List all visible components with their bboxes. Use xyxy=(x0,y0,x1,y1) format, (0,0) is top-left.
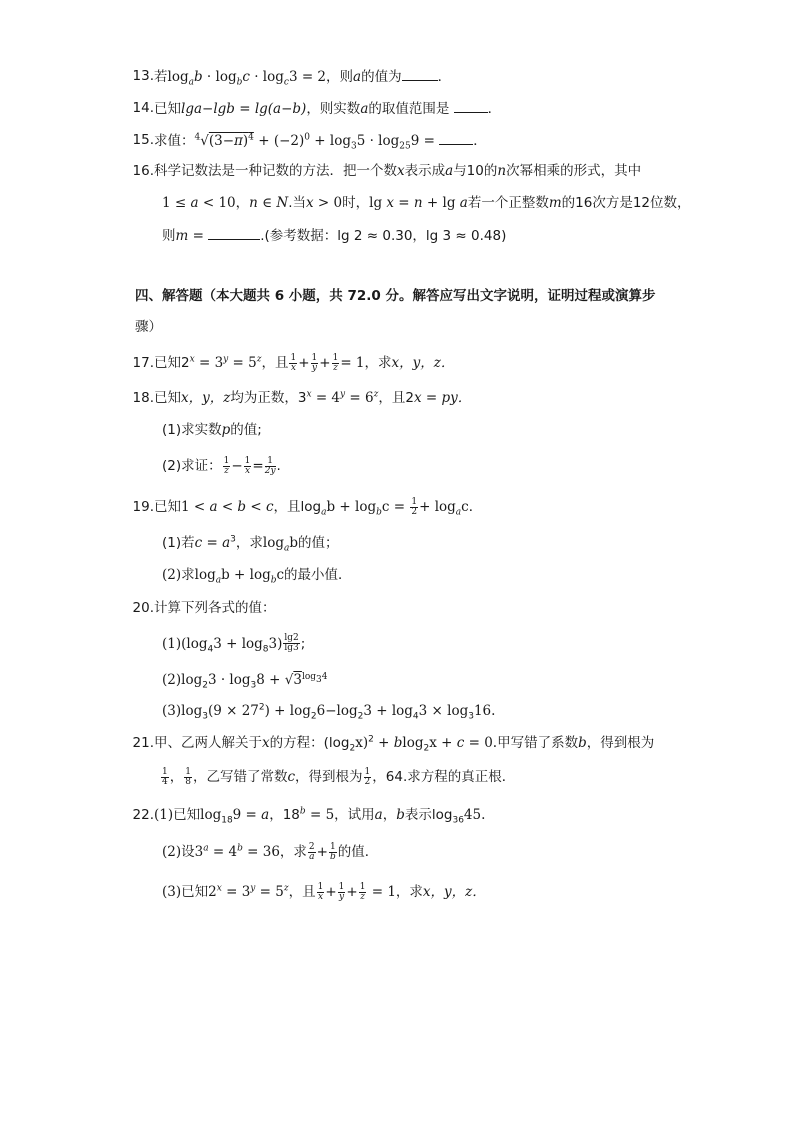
answer-blank[interactable] xyxy=(402,66,438,81)
problem-22-part2: (2)设$3^a = 4^b = 36$，求 $\frac{2}{a}$ + $\frac{1}{b}$ 的值． xyxy=(162,841,379,862)
problem-16-line2: 1 ≤ a < 10，n ∈ N.当x > 0时，lg x = n + lg a若一个正整数m的16次方是12位数， xyxy=(162,195,691,211)
answer-blank[interactable] xyxy=(439,130,473,145)
problem-19-part1: (1)若$c = a^3$，求$\log_ab$的值； xyxy=(162,534,339,554)
problem-20-part1: $(1)(\log_43 + \log_83)$ $\frac{\lg 2}{\lg 3}$ ; xyxy=(162,633,306,655)
problem-18-part2: (2)求证： $\frac{1}{z}$ − $\frac{1}{x}$ = $\frac{1}{2y}$ . xyxy=(162,455,281,476)
problem-20-part2: $(2)\log_23 \cdot \log_38 + √3^{log_34}$ xyxy=(162,671,328,691)
answer-blank[interactable] xyxy=(454,98,488,113)
problem-16-line3: 则m = .(参考数据：lg 2 ≈ 0.30，lg 3 ≈ 0.48) xyxy=(162,225,506,246)
problem-21-line2: $\frac{1}{4}$ ， $\frac{1}{8}$ ，乙写错了常数c，得到根为 $\frac{1}{2}$ ，64.求方程的真正根． xyxy=(162,766,516,787)
problem-19-part2: (2)求$\log_ab + \log_bc$的最小值． xyxy=(162,567,352,586)
problem-22-part3: (3)已知$2^x = 3^y = 5^z$，且 $\frac{1}{x}$ + $\frac{1}{y}$ + $\frac{1}{z}$ = 1，求x，y，z． xyxy=(162,881,486,902)
section-heading-cont: 骤） xyxy=(135,319,162,335)
problem-20-part3: $(3)\log_3(9 \times 27^2) + \log_26-\log_23 + \log_43 \times \log_316$. xyxy=(162,702,496,722)
section-heading: 四、解答题（本大题共 6 小题，共 72.0 分。解答应写出文字说明，证明过程或演算步 xyxy=(135,288,656,304)
exam-page: 13. 若$\log_ab \cdot \log_bc \cdot \log_c3 = 2$，则a的值为 ． 14. 已知lga−lgb = lg(a−b)，则实数a的取值范围是 ． 15. 求值：$^4√(3-\pi)^4 + (-2)^0 + \log_35 \cdot \log_{25}9$ = ． 16. 科学记数法是一种记数的方法．把一个数x表示成a与10的n次幂相乘的形式，其中 1 ≤ a < 10，n ∈ N.当x > 0时，lg x = n + lg a若一个正整数m的16次方是12位数， 则m = .(参考数据：lg 2 ≈ 0.30，lg 3 ≈ 0.48) 四、解答题（本大题共 6 小题，共 72.0 分。解答应写出文字说明，证明过程或演算步 骤） 17. 已知$2^x = 3^y = 5^z$，且 $\frac{1}{x}$ + $\frac{1}{y}$ + $\frac{1}{z}$ = 1，求x，y，z． 18. 已知x，y，z均为正数，$3^x = 4^y = 6^z$，且2x = py． (1)求实数p的值; (2)求证： $\frac{1}{z}$ − $\frac{1}{x}$ = $\frac{1}{2y}$ . 19. 已知1 < a < b < c，且$\log_ab + \log_bc$ = $\frac{1}{2}$ + $\log_ac$． (1)若$c = a^3$，求$\log_ab$的值； (2)求$\log_ab + \log_bc$的最小值． 20. 计算下列各式的值： $(1)(\log_43 + \log_83)$ $\frac{\lg 2}{\lg 3}$ ; $(2)\log_23 \cdot \log_38 + √3^{log_34}$ $(3)\log_3(9 \times 27^2) + \log_26-\log_23 + \log_43 \times \log_316$. 21. 甲、乙两人解关于x的方程：$(\log_2x)^2 + blog_2x + c = 0$.甲写错了系数b，得到根为 $\frac{1}{4}$ ， $\frac{1}{8}$ ，乙写错了常数c，得到根为 $\frac{1}{2}$ ，64.求方程的真正根． 22. (1)已知$\log_{18}9 = a$，$18^b = 5$，试用a，b表示$\log_{36}45$. (2)设$3^a = 4^b = 36$，求 $\frac{2}{a}$ + $\frac{1}{b}$ 的值． (3)已知$2^x = 3^y = 5^z$，且 $\frac{1}{x}$ + $\frac{1}{y}$ + $\frac{1}{z}$ = 1，求x，y，z． xyxy=(132,68,691,902)
answer-blank[interactable] xyxy=(208,225,260,240)
problem-18-part1: (1)求实数p的值; xyxy=(162,422,262,438)
